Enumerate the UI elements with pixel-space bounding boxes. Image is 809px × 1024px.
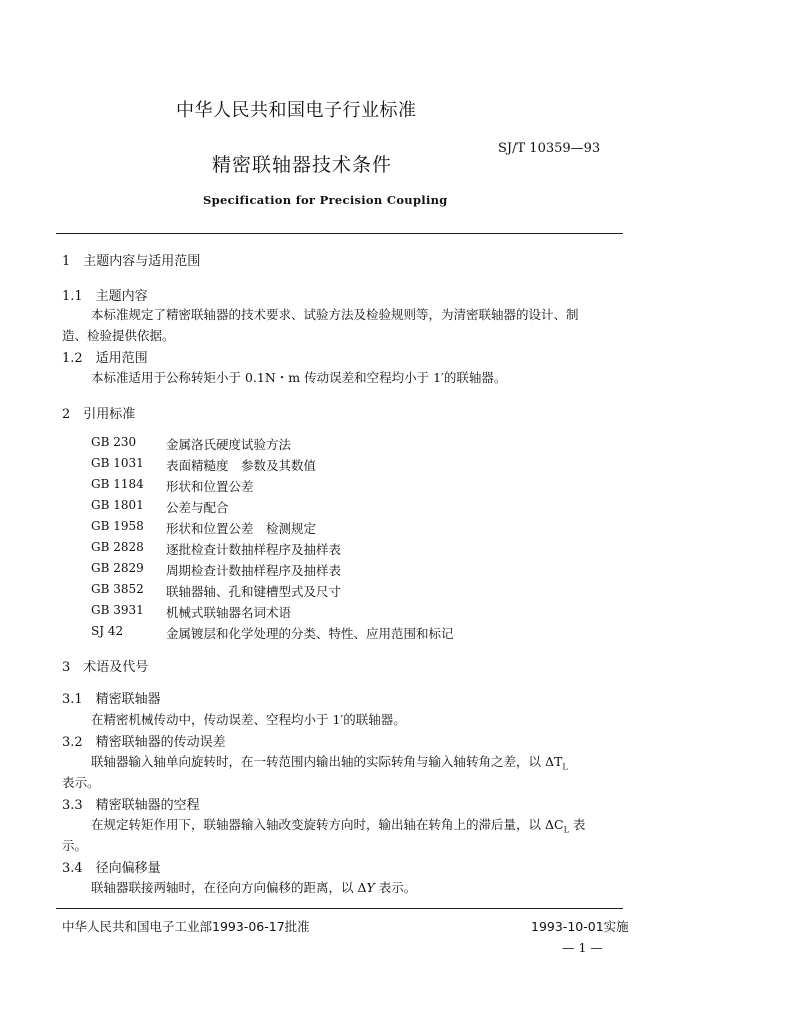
- ref-title: 形状和位置公差 检测规定: [166, 521, 317, 536]
- section-3-1-text: 在精密机械传动中，传动误差、空程均小于 1′的联轴器。: [91, 712, 406, 727]
- section-3-heading: 3 术语及代号: [62, 660, 149, 675]
- section-2-heading: 2 引用标准: [62, 407, 136, 422]
- ref-title: 金属镀层和化学处理的分类、特性、应用范围和标记: [166, 626, 454, 641]
- ref-code: GB 230: [91, 435, 137, 449]
- ref-title: 金属洛氏硬度试验方法: [166, 437, 292, 452]
- ref-title: 逐批检查计数抽样程序及抽样表: [166, 542, 342, 557]
- standard-number: SJ/T 10359—93: [498, 141, 601, 156]
- implementation-date: 1993-10-01实施: [531, 919, 629, 934]
- section-1-2-text: 本标准适用于公称转矩小于 0.1N・m 传动误差和空程均小于 1′的联轴器。: [91, 370, 507, 385]
- standard-organization: 中华人民共和国电子行业标准: [176, 100, 417, 121]
- ref-title: 联轴器轴、孔和键槽型式及尺寸: [166, 584, 342, 599]
- section-3-3-heading: 3.3 精密联轴器的空程: [62, 798, 200, 813]
- document-title: 精密联轴器技术条件: [212, 154, 393, 176]
- ref-code: GB 1031: [91, 456, 144, 470]
- ref-code: GB 1801: [91, 498, 144, 512]
- footer-divider: [56, 908, 623, 909]
- ref-code: GB 2828: [91, 540, 144, 554]
- section-1-1-text-line-1: 本标准规定了精密联轴器的技术要求、试验方法及检验规则等，为清密联轴器的设计、制: [91, 307, 579, 322]
- ref-title: 公差与配合: [166, 500, 229, 515]
- ref-code: GB 1958: [91, 519, 144, 533]
- document-title-english: Specification for Precision Coupling: [203, 193, 448, 207]
- section-3-2-text-line-2: 表示。: [62, 775, 100, 790]
- ref-code: GB 3852: [91, 582, 144, 596]
- section-1-1-heading: 1.1 主题内容: [62, 289, 148, 304]
- section-3-4-text: 联轴器联接两轴时，在径向方向偏移的距离，以 ΔY 表示。: [91, 880, 417, 895]
- ref-title: 周期检查计数抽样程序及抽样表: [166, 563, 342, 578]
- ref-title: 表面精糙度 参数及其数值: [166, 458, 317, 473]
- section-3-2-heading: 3.2 精密联轴器的传动误差: [62, 735, 226, 750]
- section-3-3-text-line-2: 示。: [62, 838, 88, 853]
- ref-code: GB 3931: [91, 603, 144, 617]
- section-3-3-text-line-1: 在规定转矩作用下，联轴器输入轴改变旋转方向时，输出轴在转角上的滞后量，以 $\Delta C_L$ 表: [91, 817, 586, 835]
- header-divider: [56, 233, 623, 234]
- section-3-4-heading: 3.4 径向偏移量: [62, 861, 161, 876]
- ref-title: 形状和位置公差: [166, 479, 254, 494]
- section-3-1-heading: 3.1 精密联轴器: [62, 692, 161, 707]
- ref-title: 机械式联轴器名词术语: [166, 605, 292, 620]
- ref-code: SJ 42: [91, 624, 124, 638]
- section-1-heading: 1 主题内容与适用范围: [62, 254, 201, 269]
- page-number: — 1 —: [562, 940, 603, 955]
- ref-code: GB 1184: [91, 477, 144, 491]
- section-1-2-heading: 1.2 适用范围: [62, 351, 148, 366]
- ref-code: GB 2829: [91, 561, 144, 575]
- section-3-2-text-line-1: 联轴器输入轴单向旋转时，在一转范围内输出轴的实际转角与输入轴转角之差，以 $\Delta T_L$: [91, 754, 568, 772]
- section-1-1-text-line-2: 造、检验提供依据。: [62, 328, 175, 343]
- approval-statement: 中华人民共和国电子工业部1993-06-17批准: [62, 919, 310, 934]
